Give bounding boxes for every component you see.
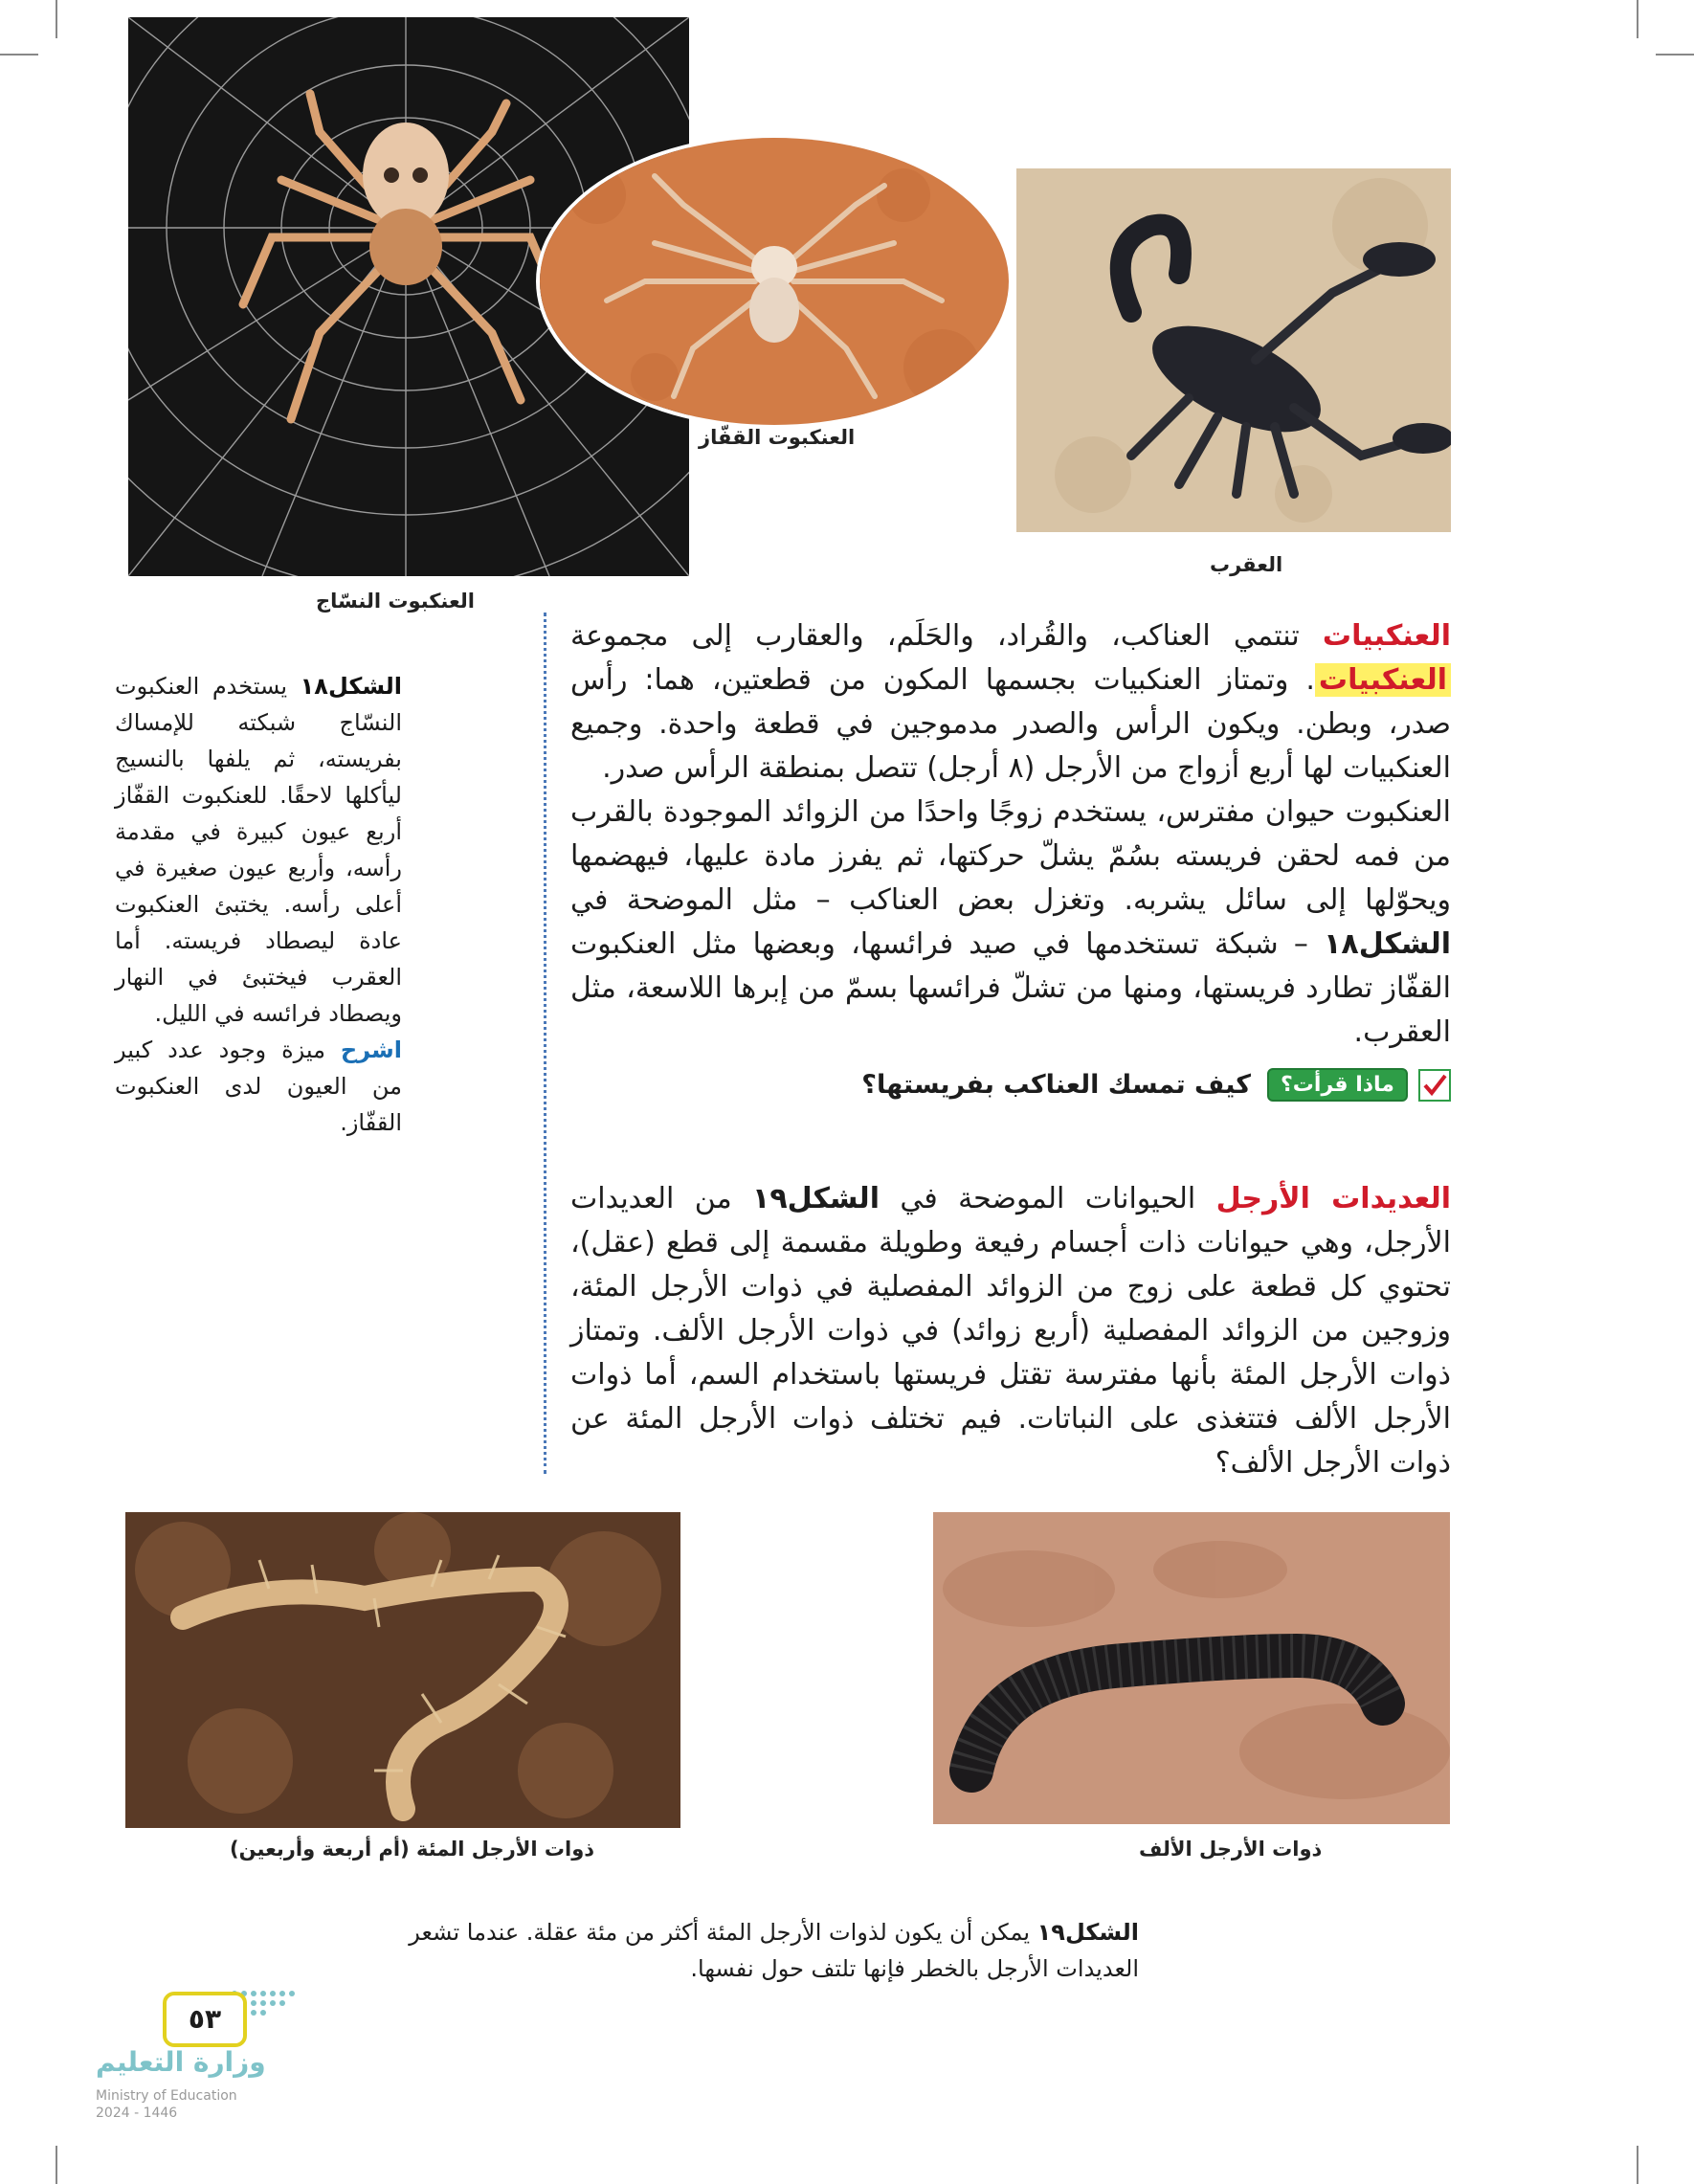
- scorpion-caption: العقرب: [1210, 553, 1283, 576]
- myriapods-p-b: من العديدات الأرجل، وهي حيوانات ذات أجسام رفيعة وطويلة مقسمة إلى قطع (عقل)، تحتوي كل قطعة على زوج من الزوائد المفصلية في ذوات الأرجل المئة، وزوجين من الزوائد المفصلية (أربع زوائد) في ذوات الأرجل الألف. وتمتاز ذوات الأرجل المئة بأنها مفترسة تقتل فريستها باستخدام السم، أما ذوات الأرجل الألف فتتغذى على النباتات. فيم تختلف ذوات الأرجل المئة عن ذوات الأرجل الألف؟: [570, 1182, 1451, 1480]
- arachnids-section: [570, 614, 1451, 1055]
- myriapods-p-a: الحيوانات الموضحة في: [900, 1182, 1196, 1215]
- figure18-ref: الشكل١٨: [1324, 927, 1451, 961]
- millipede-caption: ذوات الأرجل الألف: [1139, 1838, 1323, 1861]
- centipede-photo: [125, 1512, 680, 1828]
- centipede-caption: ذوات الأرجل المئة (أم أربعة وأربعين): [230, 1838, 595, 1861]
- crop-mark: [0, 54, 38, 56]
- myriapods-section: [570, 1177, 1451, 1485]
- reading-check-question: كيف تمسك العناكب بفريستها؟: [861, 1070, 1251, 1100]
- ministry-logo-english: Ministry of Education: [96, 2088, 237, 2104]
- figure18-label: الشكل١٨: [300, 673, 402, 700]
- crop-mark: [1637, 2146, 1638, 2184]
- crop-mark: [56, 0, 57, 38]
- page-number: ٥٣: [163, 1992, 247, 2047]
- figure19-caption: [402, 1914, 1139, 1987]
- checkmark-icon: [1418, 1069, 1451, 1102]
- explain-label: اشرح: [340, 1036, 402, 1063]
- crop-mark: [56, 2146, 57, 2184]
- web-spider-caption: العنكبوت النسّاج: [316, 590, 475, 613]
- figure18-caption: [115, 668, 402, 1141]
- ministry-logo-arabic: وزارة التعليم: [96, 2046, 266, 2078]
- reading-check-badge: ماذا قرأت؟: [1267, 1068, 1408, 1102]
- arachnids-p2-a: العنكبوت حيوان مفترس، يستخدم زوجًا واحدًا من الزوائد الموجودة بالقرب من فمه لحقن فريسته بسُمّ يشلّ حركتها، ثم يفرز مادة عليها، فيهضمها ويحوّلها إلى سائل يشربه. وتغزل بعض العناكب – مثل الموضحة في: [570, 795, 1451, 917]
- crop-mark: [1637, 0, 1638, 38]
- arachnids-term: العنكبيات: [1322, 619, 1451, 653]
- arachnids-p1-a: تنتمي العناكب، والقُراد، والحَلَم، والعقارب إلى مجموعة: [570, 619, 1300, 653]
- figure19-ref: الشكل١٩: [752, 1182, 880, 1215]
- figure18-text: يستخدم العنكبوت النسّاج شبكته للإمساك بفريسته، ثم يلفها بالنسيج ليأكلها لاحقًا. للعنكبوت القفّاز أربع عيون كبيرة في مقدمة رأسه، وأربع عيون صغيرة في أعلى رأسه. يختبئ العنكبوت عادة ليصطاد فريسته. أما العقرب فيختبئ في النهار ويصطاد فرائسه في الليل.: [115, 673, 402, 1027]
- arachnids-p2-b: – شبكة تستخدمها في صيد فرائسها، وبعضها مثل العنكبوت القفّاز تطارد فريستها، ومنها من تشلّ فرائسها بسمّ من إبرها اللاسعة، مثل العقرب.: [570, 927, 1451, 1049]
- column-divider: [544, 613, 546, 1474]
- scorpion-photo: [1016, 168, 1451, 532]
- millipede-photo: [933, 1512, 1450, 1824]
- jumping-spider-photo: [536, 134, 1013, 429]
- edition-year: 2024 - 1446: [96, 2106, 178, 2121]
- crop-mark: [1656, 54, 1694, 56]
- explain-text: ميزة وجود عدد كبير من العيون لدى العنكبوت القفّاز.: [115, 1036, 402, 1136]
- arachnids-highlight: العنكبيات: [1315, 663, 1451, 697]
- arachnids-p1-b: . وتمتاز العنكبيات بجسمها المكون من قطعتين، هما: رأس صدر، وبطن. ويكون الرأس والصدر مدموجين في قطعة واحدة. وجميع العنكبيات لها أربع أزواج من الأرجل (٨ أرجل) تتصل بمنطقة الرأس صدر.: [570, 663, 1451, 785]
- myriapods-term: العديدات الأرجل: [1215, 1182, 1451, 1215]
- reading-check: [570, 1068, 1451, 1110]
- figure19-text: يمكن أن يكون لذوات الأرجل المئة أكثر من مئة عقلة. عندما تشعر العديدات الأرجل بالخطر فإنها تلتف حول نفسها.: [409, 1919, 1139, 1982]
- figure19-label: الشكل١٩: [1036, 1919, 1139, 1946]
- jumping-spider-caption: العنكبوت القفّاز: [699, 426, 856, 449]
